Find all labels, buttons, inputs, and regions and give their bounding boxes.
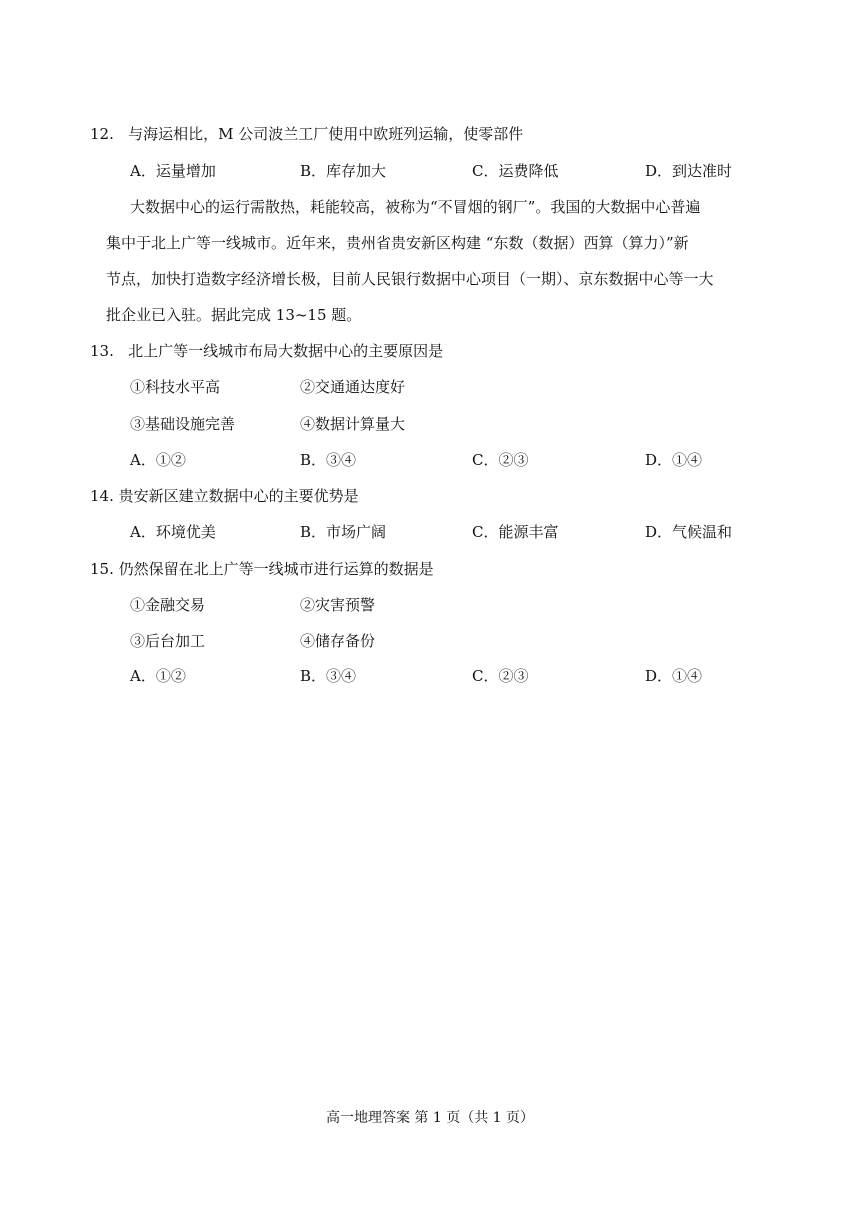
question-12-option-d: D．到达准时 — [645, 162, 733, 180]
question-14-option-c: C．能源丰富 — [472, 523, 559, 541]
question-14-option-b: B．市场广阔 — [300, 523, 387, 541]
question-14-stem-line — [90, 486, 359, 506]
question-14-option-a: A．环境优美 — [130, 523, 216, 541]
passage-line-2: 集中于北上广等一线城市。近年来，贵州省贵安新区构建 “东数（数据）西算（算力）”新 — [106, 234, 689, 252]
question-15-option-d: D．①④ — [645, 667, 703, 685]
question-12-number: 12. — [90, 125, 114, 143]
question-13-number: 13. — [90, 342, 114, 360]
question-12-stem: 与海运相比，M 公司波兰工厂使用中欧班列运输，使零部件 — [128, 125, 524, 143]
question-15-stem-line — [90, 559, 434, 579]
question-13-item-2: ②交通通达度好 — [300, 378, 406, 396]
question-13-option-a: A．①② — [130, 451, 186, 469]
passage-line-1: 大数据中心的运行需散热，耗能较高，被称为“不冒烟的钢厂”。我国的大数据中心普遍 — [130, 198, 701, 216]
question-13-item-1: ①科技水平高 — [130, 378, 221, 396]
question-12-option-a: A．运量增加 — [130, 162, 216, 180]
passage-line-3: 节点，加快打造数字经济增长极，目前人民银行数据中心项目（一期）、京东数据中心等一大 — [106, 270, 714, 288]
passage-line-4: 批企业已入驻。据此完成 13~15 题。 — [106, 306, 362, 324]
question-15-option-a: A．①② — [130, 667, 186, 685]
question-13-option-b: B．③④ — [300, 451, 357, 469]
question-15-option-b: B．③④ — [300, 667, 357, 685]
question-14-number: 14. — [90, 487, 114, 505]
question-13-option-c: C．②③ — [472, 451, 529, 469]
question-13-stem-line — [90, 341, 443, 361]
question-12-stem-line — [90, 124, 523, 144]
question-15-item-3: ③后台加工 — [130, 632, 206, 650]
question-15-item-2: ②灾害预警 — [300, 596, 376, 614]
question-15-number: 15. — [90, 560, 114, 578]
question-13-option-d: D．①④ — [645, 451, 703, 469]
question-13-stem: 北上广等一线城市布局大数据中心的主要原因是 — [128, 342, 444, 360]
question-15-stem: 仍然保留在北上广等一线城市进行运算的数据是 — [118, 560, 434, 578]
question-15-item-1: ①金融交易 — [130, 596, 206, 614]
question-15-option-c: C．②③ — [472, 667, 529, 685]
question-12-option-c: C．运费降低 — [472, 162, 559, 180]
question-14-option-d: D．气候温和 — [645, 523, 733, 541]
question-15-item-4: ④储存备份 — [300, 632, 376, 650]
question-13-item-4: ④数据计算量大 — [300, 415, 406, 433]
question-13-item-3: ③基础设施完善 — [130, 415, 236, 433]
question-14-stem: 贵安新区建立数据中心的主要优势是 — [118, 487, 359, 505]
page-footer: 高一地理答案 第 1 页（共 1 页） — [325, 1110, 535, 1126]
question-12-option-b: B．库存加大 — [300, 162, 387, 180]
